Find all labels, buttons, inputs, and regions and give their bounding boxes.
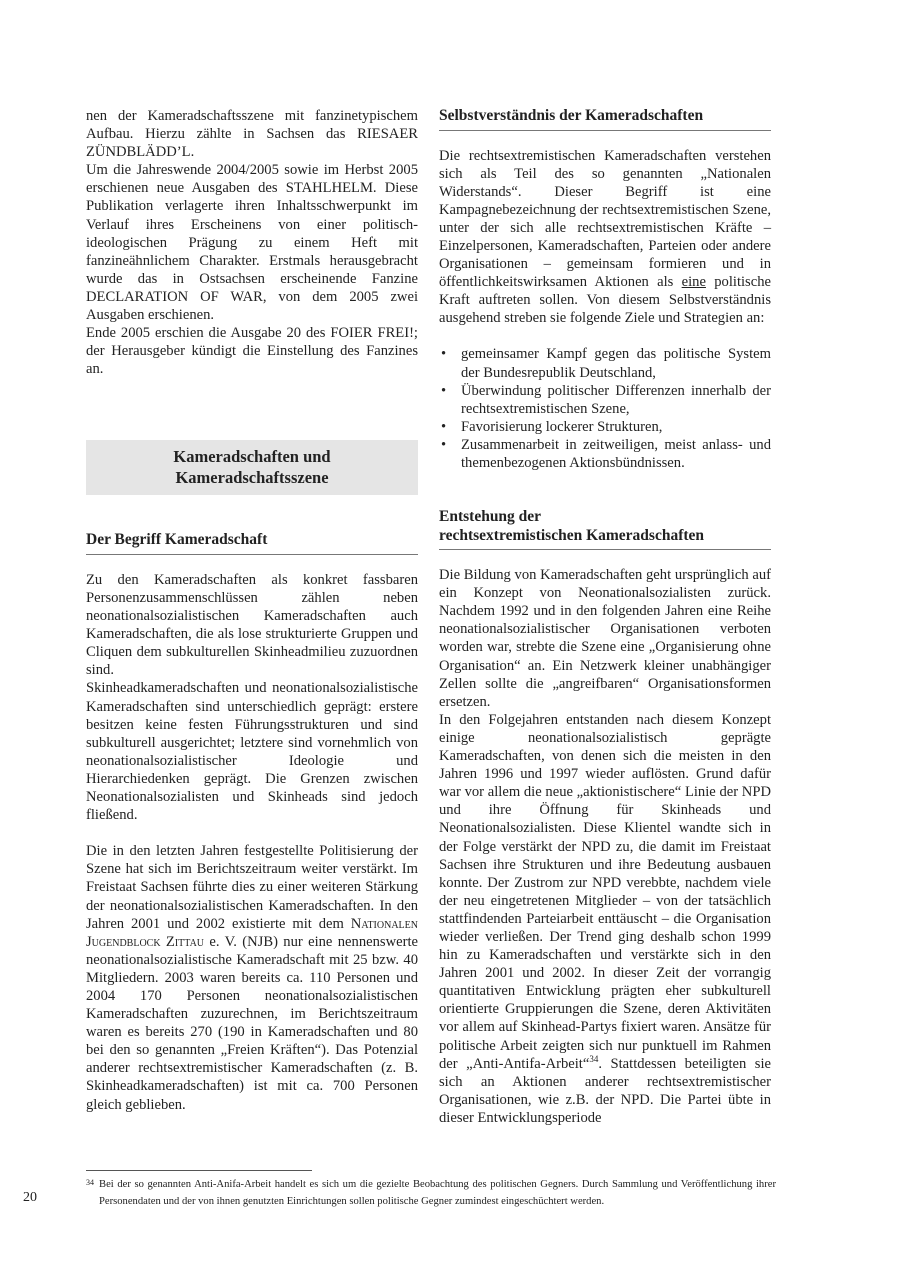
page-number: 20 [23,1190,37,1205]
paragraph-text: Die in den letzten Jahren festgestellte Politisierung der Szene hat sich im Berichtszeitraum weiter verstärkt. Im Freistaat Sachsen führte dies zu einer weiteren Stärkung der neonationalsozialistischen Kameradschaften. In den Jahren 2001 und 2002 existierte mit dem [86,843,418,932]
begriff-paragraph-3 [86,842,418,1113]
begriff-paragraph-1: Zu den Kameradschaften als konkret fassbaren Personenzusammenschlüssen zählen neben neonationalsozialistischen Kameradschaften auch Kameradschaften, die als lose strukturierte Gruppen und Cliquen dem subkulturellen Skinheadmilieu zuzuordnen sind. [86,571,418,679]
heading-line-2: rechtsextremistischen Kameradschaften [439,526,705,544]
begriff-paragraph-2: Skinheadkameradschaften und neonationalsozialistische Kameradschaften sind unterschiedlich geprägt: erstere besitzen keine festen Führungsstrukturen und sind subkulturell ausgerichtet; letztere sind vornehmlich von neonationalsozialistischer Ideologie und Hierarchiedenken geprägt. Die Grenzen zwischen Neonationalsozialisten und Skinheads sind jedoch fließend. [86,680,418,824]
bullet-icon: • [441,418,447,435]
right-column [439,107,771,1127]
paragraph-text: politische Kraft auftreten sollen. Von diesem Selbstverständnis ausgehend streben sie folgende Ziele und Strategien an: [439,274,771,327]
entstehung-paragraph-1: Die Bildung von Kameradschaften geht ursprünglich auf ein Konzept von Neonationalsozialisten zurück. Nachdem 1992 und in den folgenden Jahren eine Reihe neonationalsozialistischer Organisationen verboten worden war, strebte die Szene eine „Organisierung ohne Organisation“ an. Ein Netzwerk kleiner unabhängiger Zellen sollte die „angreifbaren“ Organisationsformen ersetzen. [439,567,771,710]
goals-list [439,345,771,472]
heading-begriff-kameradschaft: Der Begriff Kameradschaft [86,531,418,555]
bullet-icon: • [441,346,447,363]
list-item-text: Überwindung politischer Differenzen innerhalb der rechtsextremistischen Szene, [461,382,771,417]
emphasis-underline: eine [681,274,706,291]
footnote-reference[interactable]: 34 [589,1053,599,1064]
heading-selbstverstaendnis: Selbstverständnis der Kameradschaften [439,107,771,131]
paragraph-text: . Stattdessen beteiligten sie sich an Aktionen anderer rechtsextremistischer Organisationen, wie z.B. der NPD. Die Partei übte in dieser Entwicklungsperiode [439,1055,771,1126]
organization-name: Nationalen Jugendblock Zittau [86,915,418,950]
left-column [86,107,418,1114]
intro-paragraph-3: Ende 2005 erschien die Ausgabe 20 des FOIER FREI!; der Herausgeber kündigt die Einstellung des Fanzines an. [86,325,418,378]
selbstverstaendnis-paragraph [439,147,771,328]
heading-entstehung [439,508,771,550]
footnote [86,1176,776,1210]
list-item [439,382,771,418]
paragraph-text: Die rechtsextremistischen Kameradschaften verstehen sich als Teil des so genannten „Nationalen Widerstands“. Dieser Begriff ist eine Kampagnebezeichnung der rechtsextremistischen Szene, unter der sich alle rechtsextremistischen Kräfte – Einzelpersonen, Kameradschaften, Parteien oder andere Organisationen – gemeinsam formieren und in öffentlichkeitswirksamen Aktionen als [439,147,771,291]
intro-paragraph-1: nen der Kameradschaftsszene mit fanzinetypischem Aufbau. Hierzu zählte in Sachsen das RIESAER ZÜNDBLÄDD’L. [86,108,418,161]
footnote-text: Bei der so genannten Anti-Anifa-Arbeit handelt es sich um die gezielte Beobachtung des politischen Gegners. Durch Sammlung und Veröffentlichung ihrer Personendaten und der von ihnen genutzten Einrichtungen sollen politische Gegner zumindest eingeschüchtert werden. [99,1179,776,1207]
footnote-number: 34 [86,1178,94,1187]
list-item-text: gemeinsamer Kampf gegen das politische System der Bundesrepublik Deutschland, [461,346,771,381]
paragraph-text: In den Folgejahren entstanden nach diesem Konzept einige neonationalsozialistisch geprägte Kameradschaften, von denen sich die meisten in den Jahren 1996 und 1997 wieder auflösten. Grund dafür war vor allem die neue „aktionistischere“ Linie der NPD und ihre Öffnung für Skinheads und Neonationalsozialisten. Diese Klientel wandte sich in der Folge verstärkt der NPD zu, die damit im Freistaat Sachsen ihre Strukturen und ihre Bedeutung ausbauen konnte. Der Zustrom zur NPD verebbte, nachdem viele der neu eingetretenen Mitglieder – von der tatsächlich stattfindenden Parteiarbeit enttäuscht – die Organisation wieder verließen. Der Trend ging deshalb schon 1999 hin zu Kameradschaften und verstärkte sich in den Jahren 2001 und 2002. In dieser Zeit der vorrangig quantitativen Entwicklung prägten eher subkulturell orientierte Gruppierungen die Szene, deren Aktivitäten vor allem auf Skinhead-Partys fixiert waren. Ansätze für politische Arbeit zeigten sich nur punktuell im Rahmen der „Anti-Antifa-Arbeit“ [439,711,771,1072]
section-title-line-1: Kameradschaften und [173,447,331,467]
section-title-line-2: Kameradschaftsszene [175,467,329,487]
bullet-icon: • [441,382,447,399]
list-item [439,418,771,436]
list-item [439,345,771,381]
bullet-icon: • [441,436,447,453]
heading-line-1: Entstehung der [439,508,542,526]
footnote-divider [86,1170,312,1171]
list-item [439,436,771,472]
paragraph-text: e. V. (NJB) nur eine nennenswerte neonationalsozialistische Kameradschaft mit 25 bzw. 40 Mitgliedern. 2003 waren bereits ca. 110 Personen und 2004 170 Personen neonationalsozialistischen Kameradschaften zuzurechnen, im Berichtszeitraum waren es bereits 270 (190 in Kameradschaften und 80 bei den so genannten „Freien Kräften“). Das Potenzial anderer rechtsextremistischer Kameradschaften (z. B. Skinheadkameradschaften) ist mit ca. 700 Personen gleich geblieben. [86,933,418,1113]
list-item-text: Favorisierung lockerer Strukturen, [461,418,663,435]
intro-paragraph-2: Um die Jahreswende 2004/2005 sowie im Herbst 2005 erschienen neue Ausgaben des STAHLHELM. Diese Publikation verlagerte ihren Inhaltsschwerpunkt im Verlauf ihres Erscheinens von einer politisch-ideologischen Prägung zu einem Heft mit fanzineähnlichem Charakter. Erstmals herausgebracht wurde das in Ostsachsen erscheinende Fanzine DECLARATION OF WAR, von dem 2005 zwei Ausgaben erschienen. [86,162,418,324]
entstehung-paragraph-2 [439,711,771,1127]
section-title-box [86,440,418,495]
list-item-text: Zusammenarbeit in zeitweiligen, meist anlass- und themenbezogenen Aktionsbündnissen. [461,436,771,471]
